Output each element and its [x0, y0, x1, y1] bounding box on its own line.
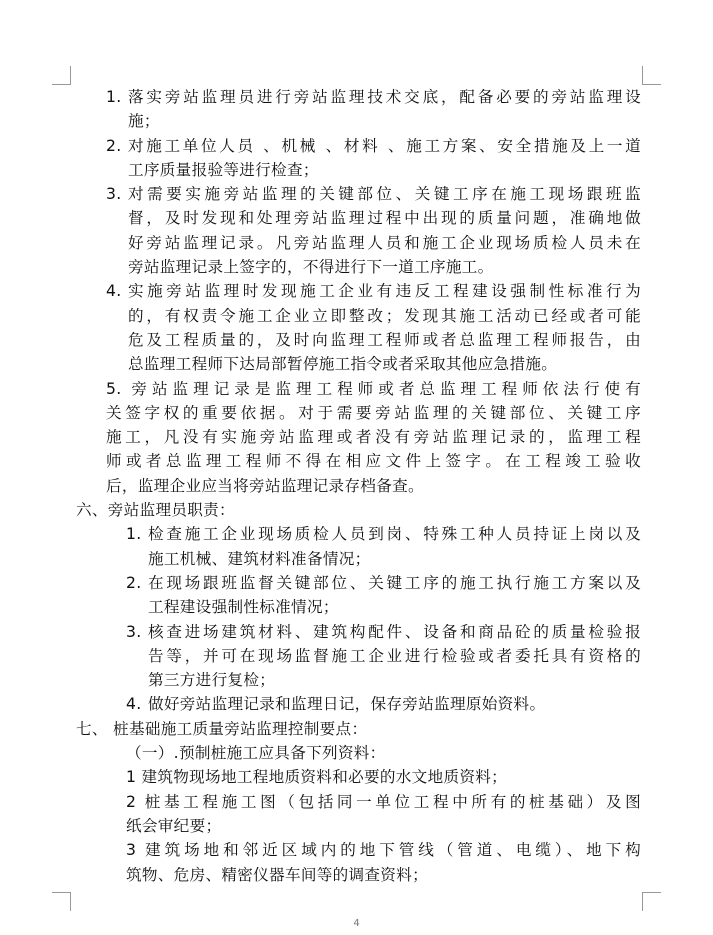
text-line [76, 692, 641, 716]
line-text: 对需要实施旁站监理的关键部位、关键工序在施工现场跟班监 [128, 185, 641, 204]
line-text: 危及工程质量的，及时向监理工程师或者总监理工程师报告，由 [128, 330, 641, 349]
text-line [76, 182, 641, 206]
text-line [76, 231, 641, 255]
text-line [76, 717, 641, 741]
text-line [76, 401, 641, 425]
text-line [76, 741, 641, 765]
line-text: 纸会审纪要； [126, 816, 222, 835]
crop-mark-bottom-right [642, 892, 661, 911]
item-number: 3. [126, 622, 142, 641]
text-line [76, 449, 641, 473]
text-line [76, 328, 641, 352]
text-line [76, 863, 641, 887]
crop-mark-top-left [52, 66, 71, 85]
text-line [76, 498, 641, 522]
text-line [76, 571, 641, 595]
line-text: 实施旁站监理时发现施工企业有违反工程建设强制性标准行为 [128, 282, 641, 301]
line-text: 5. 旁站监理记录是监理工程师或者总监理工程师依法行使有 [106, 379, 641, 398]
line-text: 督，及时发现和处理旁站监理过程中出现的质量问题，准确地做 [128, 209, 641, 228]
line-text: 施工，凡没有实施旁站监理或者没有旁站监理记录的，监理工程 [106, 428, 641, 447]
line-text: 3 建筑场地和邻近区域内的地下管线（管道、电缆）、地下构 [126, 841, 641, 860]
line-text: 施； [128, 112, 160, 131]
text-line [76, 790, 641, 814]
text-line [76, 595, 641, 619]
text-line [76, 765, 641, 789]
line-text: 七、 桩基础施工质量旁站监理控制要点： [76, 719, 368, 738]
item-number: 2. [126, 573, 142, 592]
text-line [76, 620, 641, 644]
line-text: 的，有权责令施工企业立即整改；发现其施工活动已经或者可能 [128, 306, 641, 325]
item-number: 4. [106, 282, 122, 301]
line-text: 落实旁站监理员进行旁站监理技术交底，配备必要的旁站监理设 [128, 88, 641, 106]
line-text: 后，监理企业应当将旁站监理记录存档备查。 [106, 476, 424, 495]
text-line [76, 85, 641, 109]
text-line [76, 522, 641, 546]
line-text: 检查施工企业现场质检人员到岗、特殊工种人员持证上岗以及 [148, 525, 641, 544]
text-line [76, 425, 641, 449]
line-text: 核查进场建筑材料、建筑构配件、设备和商品砼的质量检验报 [148, 622, 641, 641]
line-text: 1 建筑物现场地工程地质资料和必要的水文地质资料； [126, 768, 508, 787]
line-text: 六、旁站监理员职责： [76, 501, 235, 520]
crop-mark-top-right [642, 66, 661, 85]
line-text: 2 桩基工程施工图（包括同一单位工程中所有的桩基础）及图 [126, 792, 641, 811]
text-line [76, 668, 641, 692]
text-line [76, 474, 641, 498]
text-line [76, 814, 641, 838]
text-line [76, 644, 641, 668]
text-line [76, 547, 641, 571]
line-text: 对施工单位人员 、机械 、材料 、施工方案、安全措施及上一道 [128, 136, 641, 155]
item-number: 1. [106, 88, 122, 106]
crop-mark-bottom-left [52, 892, 71, 911]
text-line [76, 134, 641, 158]
line-text: （一）.预制桩施工应具备下列资料： [126, 744, 386, 763]
page-number: 4 [353, 918, 360, 929]
line-text: 第三方进行复检； [148, 671, 276, 690]
text-line [76, 377, 641, 401]
text-line [76, 158, 641, 182]
text-line [76, 838, 641, 862]
item-number: 2. [106, 136, 122, 155]
text-line [76, 206, 641, 230]
line-text: 在现场跟班监督关键部位、关键工序的施工执行施工方案以及 [148, 573, 641, 592]
line-text: 工序质量报验等进行检查； [128, 160, 319, 179]
text-line [76, 255, 641, 279]
item-number: 4. [126, 695, 142, 714]
line-text: 筑物、危房、精密仪器车间等的调查资料； [126, 865, 428, 884]
text-line [76, 304, 641, 328]
line-text: 做好旁站监理记录和监理日记，保存旁站监理原始资料。 [148, 695, 546, 714]
text-line [76, 109, 641, 133]
document-body [76, 85, 641, 887]
line-text: 好旁站监理记录。凡旁站监理人员和施工企业现场质检人员未在 [128, 233, 641, 252]
line-text: 工程建设强制性标准情况； [148, 598, 339, 617]
text-line [76, 352, 641, 376]
item-number: 1. [126, 525, 142, 544]
line-text: 旁站监理记录上签字的，不得进行下一道工序施工。 [128, 258, 494, 277]
line-text: 告等，并可在现场监督施工企业进行检验或者委托具有资格的 [148, 646, 641, 665]
line-text: 总监理工程师下达局部暂停施工指令或者采取其他应急措施。 [128, 355, 558, 374]
text-line [76, 279, 641, 303]
line-text: 施工机械、建筑材料准备情况； [148, 549, 371, 568]
line-text: 师或者总监理工程师不得在相应文件上签字。在工程竣工验收 [106, 452, 641, 471]
item-number: 3. [106, 185, 122, 204]
line-text: 关签字权的重要依据。对于需要旁站监理的关键部位、关键工序 [106, 403, 641, 422]
